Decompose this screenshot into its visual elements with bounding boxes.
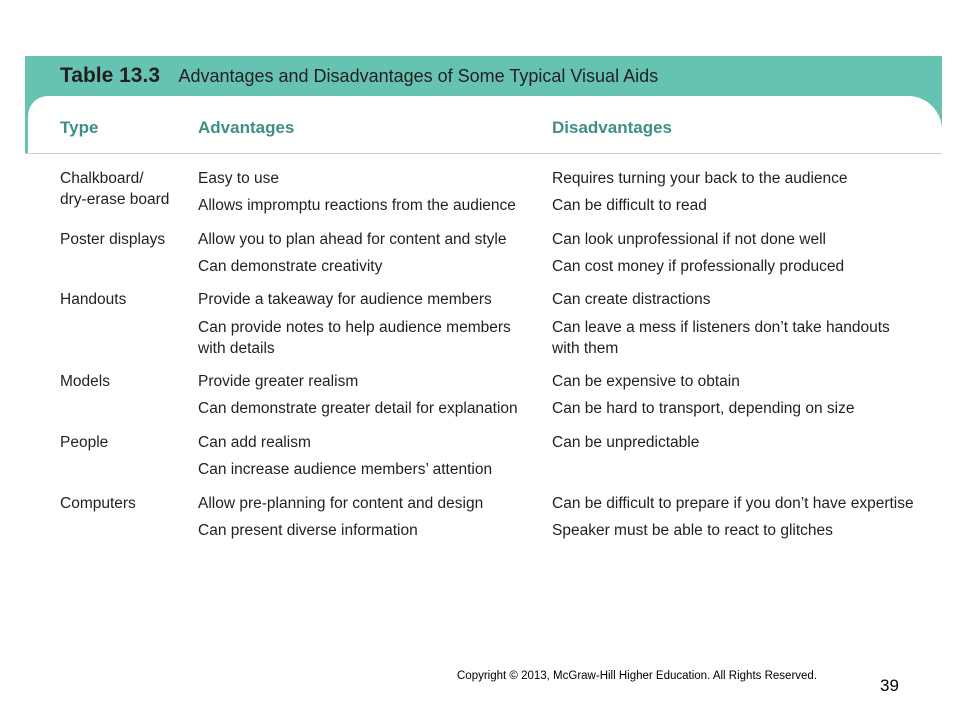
row-poster-advantage-1: Allow you to plan ahead for content and style [198,231,507,248]
copyright-notice: Copyright © 2013, McGraw-Hill Higher Education. All Rights Reserved. [457,670,818,682]
table-header-panel [28,96,942,154]
row-chalkboard-advantage-1: Easy to use [198,170,279,187]
row-models-disadvantage-2: Can be hard to transport, depending on size [552,400,855,417]
row-handouts-type: Handouts [60,291,127,308]
row-poster-disadvantage-1: Can look unprofessional if not done well [552,231,827,248]
column-header-disadvantages: Disadvantages [552,118,672,137]
row-people-type: People [60,434,109,451]
row-poster-advantage-2: Can demonstrate creativity [198,258,383,275]
row-poster-type: Poster displays [60,231,166,248]
row-computers-advantage-1: Allow pre-planning for content and design [198,495,484,512]
row-handouts-disadvantage-1: Can create distractions [552,291,711,308]
row-handouts-advantage-2: Can provide notes to help audience members [198,319,511,336]
row-models-advantage-1: Provide greater realism [198,373,359,390]
row-computers-advantage-2: Can present diverse information [198,522,418,539]
header-divider [25,153,942,154]
row-computers-type: Computers [60,495,136,512]
row-chalkboard-advantage-2: Allows impromptu reactions from the audience [198,197,516,214]
row-handouts-advantage-1: Provide a takeaway for audience members [198,291,492,308]
row-models-disadvantage-1: Can be expensive to obtain [552,373,740,390]
row-handouts-disadvantage-2-cont: with them [552,340,619,357]
row-people-advantage-2: Can increase audience members’ attention [198,461,493,478]
row-computers-disadvantage-2: Speaker must be able to react to glitches [552,522,833,539]
row-people-disadvantage-1: Can be unpredictable [552,434,700,451]
row-chalkboard-disadvantage-2: Can be difficult to read [552,197,707,214]
page-number: 39 [880,676,899,695]
row-poster-disadvantage-2: Can cost money if professionally produced [552,258,845,275]
row-chalkboard-type-line-2: dry-erase board [60,191,170,208]
table-title [60,64,658,88]
row-people-advantage-1: Can add realism [198,434,311,451]
table-caption: Advantages and Disadvantages of Some Typical Visual Aids [178,66,659,86]
row-handouts-advantage-2-cont: with details [198,340,275,357]
row-models-advantage-2: Can demonstrate greater detail for explanation [198,400,518,417]
table-number: Table 13.3 [60,64,160,87]
row-handouts-disadvantage-2: Can leave a mess if listeners don’t take handouts [552,319,890,336]
column-header-type: Type [60,118,99,137]
row-chalkboard-disadvantage-1: Requires turning your back to the audience [552,170,848,187]
row-computers-disadvantage-1: Can be difficult to prepare if you don’t have expertise [552,495,914,512]
row-chalkboard-type-line-1: Chalkboard/ [60,170,144,187]
row-models-type: Models [60,373,110,390]
column-header-advantages: Advantages [198,118,295,137]
